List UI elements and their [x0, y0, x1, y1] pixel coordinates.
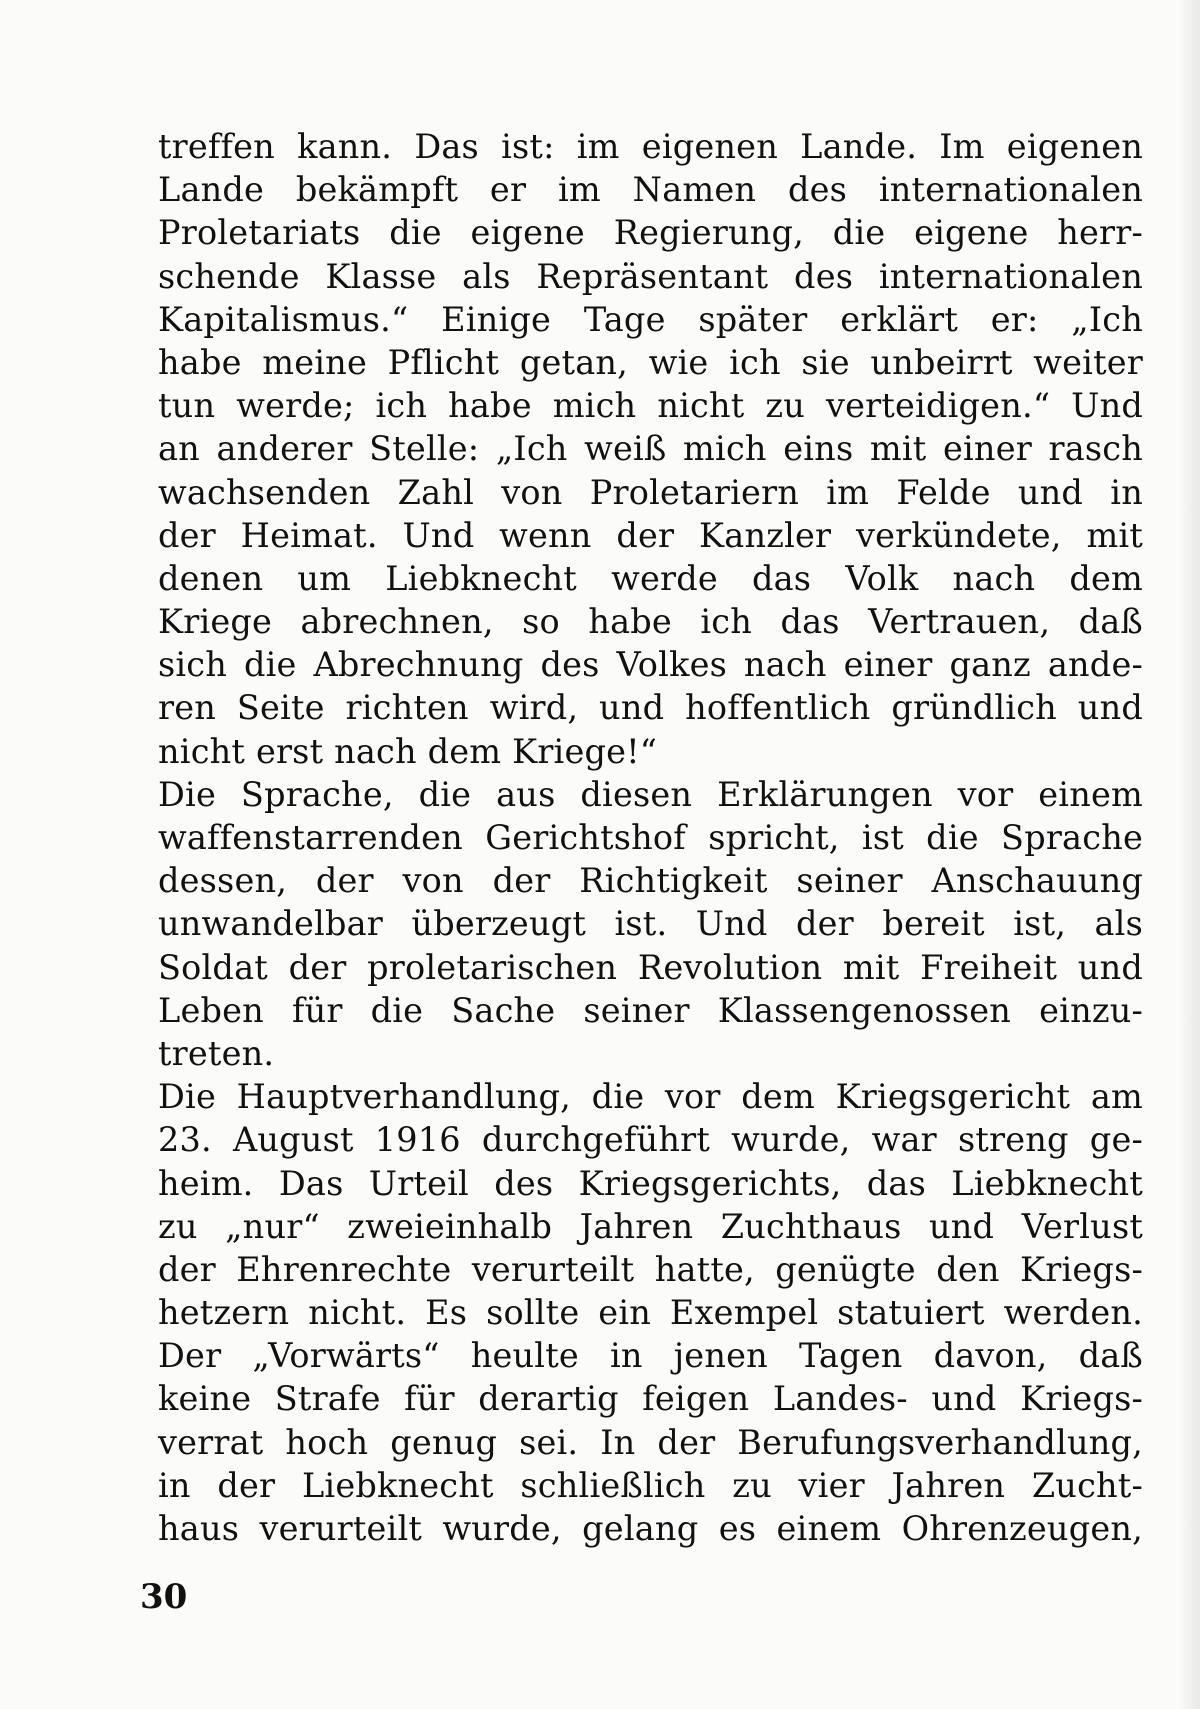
page-number: 30 — [140, 1577, 188, 1617]
page-edge-shadow — [1178, 0, 1200, 1709]
text-line: Die Sprache, die aus diesen Erklärungen vor einem — [158, 774, 1143, 814]
body-text — [158, 125, 1143, 1550]
text-line: schende Klasse als Repräsentant des internationalen — [158, 256, 1143, 296]
text-line: tun werde; ich habe mich nicht zu verteidigen.“ Und — [158, 386, 1143, 426]
text-line: habe meine Pflicht getan, wie ich sie unbeirrt weiter — [158, 342, 1143, 382]
text-line: keine Strafe für derartig feigen Landes- und Kriegs- — [158, 1379, 1143, 1419]
text-line: verrat hoch genug sei. In der Berufungsverhandlung, — [158, 1422, 1143, 1462]
text-line: Der „Vorwärts“ heulte in jenen Tagen davon, daß — [158, 1336, 1143, 1376]
text-line: heim. Das Urteil des Kriegsgerichts, das Liebknecht — [158, 1163, 1143, 1203]
text-line: Kapitalismus.“ Einige Tage später erklärt er: „Ich — [158, 299, 1143, 339]
text-line: treten. — [158, 1033, 275, 1073]
text-line: an anderer Stelle: „Ich weiß mich eins mit einer rasch — [158, 429, 1143, 469]
text-line: haus verurteilt wurde, gelang es einem Ohrenzeugen, — [158, 1509, 1143, 1548]
text-line: Lande bekämpft er im Namen des internationalen — [158, 170, 1143, 210]
text-line: Soldat der proletarischen Revolution mit Freiheit und — [158, 947, 1143, 987]
text-line: sich die Abrechnung des Volkes nach einer ganz ande- — [158, 645, 1143, 685]
text-line: der Heimat. Und wenn der Kanzler verkündete, mit — [158, 515, 1143, 555]
text-line: nicht erst nach dem Kriege!“ — [158, 731, 658, 771]
text-line: Kriege abrechnen, so habe ich das Vertrauen, daß — [158, 602, 1143, 642]
text-line: unwandelbar überzeugt ist. Und der bereit ist, als — [158, 904, 1143, 944]
text-line: denen um Liebknecht werde das Volk nach dem — [158, 558, 1143, 598]
text-line: 23. August 1916 durchgeführt wurde, war streng ge- — [158, 1120, 1143, 1160]
text-line: in der Liebknecht schließlich zu vier Jahren Zucht- — [158, 1465, 1143, 1505]
text-line: dessen, der von der Richtigkeit seiner Anschauung — [158, 861, 1143, 901]
text-line: Leben für die Sache seiner Klassengenossen einzu- — [158, 990, 1143, 1030]
text-line: Proletariats die eigene Regierung, die eigene herr- — [158, 213, 1143, 253]
text-line: Die Hauptverhandlung, die vor dem Kriegsgericht am — [158, 1077, 1143, 1117]
text-line: zu „nur“ zweieinhalb Jahren Zuchthaus und Verlust — [158, 1206, 1143, 1246]
text-line: treffen kann. Das ist: im eigenen Lande. Im eigenen — [158, 127, 1143, 166]
text-line: hetzern nicht. Es sollte ein Exempel statuiert werden. — [158, 1293, 1143, 1333]
text-line: ren Seite richten wird, und hoffentlich gründlich und — [158, 688, 1143, 728]
text-line: waffenstarrenden Gerichtshof spricht, ist die Sprache — [158, 818, 1143, 857]
text-line: der Ehrenrechte verurteilt hatte, genügte den Kriegs- — [158, 1249, 1143, 1289]
text-line: wachsenden Zahl von Proletariern im Felde und in — [158, 472, 1143, 512]
